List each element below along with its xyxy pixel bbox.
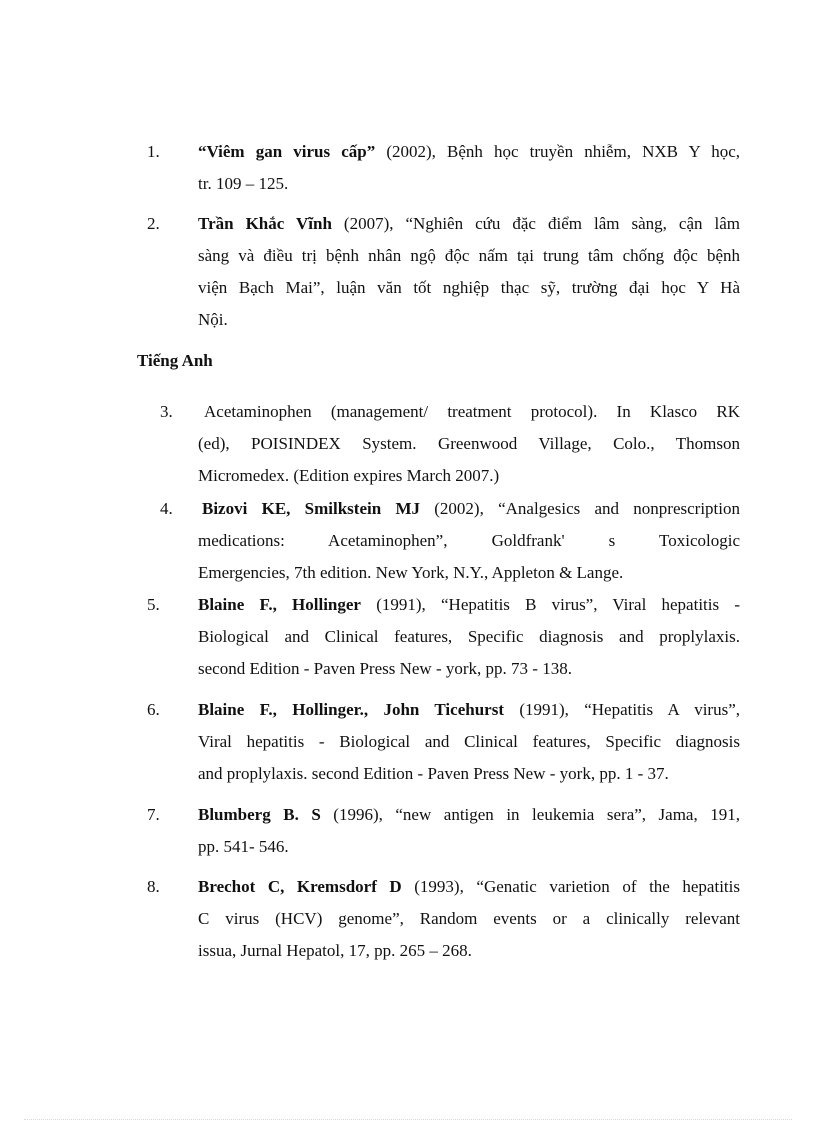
reference-number: 4. [160, 499, 173, 518]
reference-author: Blumberg B. S [198, 805, 321, 824]
section-heading: Tiếng Anh [137, 351, 213, 370]
page-bottom-divider [24, 1119, 792, 1120]
reference-number: 2. [147, 214, 160, 233]
reference-number: 6. [147, 700, 160, 719]
reference-number: 1. [147, 142, 160, 161]
reference-author: Blaine F., Hollinger., John Ticehurst [198, 700, 504, 719]
reference-author: Blaine F., Hollinger [198, 595, 361, 614]
reference-title: “Viêm gan virus cấp” [198, 142, 376, 161]
reference-number: 3. [160, 402, 173, 421]
reference-number: 7. [147, 805, 160, 824]
reference-author: Bizovi KE, Smilkstein MJ [202, 499, 420, 518]
reference-number: 5. [147, 595, 160, 614]
reference-number: 8. [147, 877, 160, 896]
reference-author: Trần Khắc Vĩnh [198, 214, 332, 233]
reference-author: Brechot C, Kremsdorf D [198, 877, 402, 896]
